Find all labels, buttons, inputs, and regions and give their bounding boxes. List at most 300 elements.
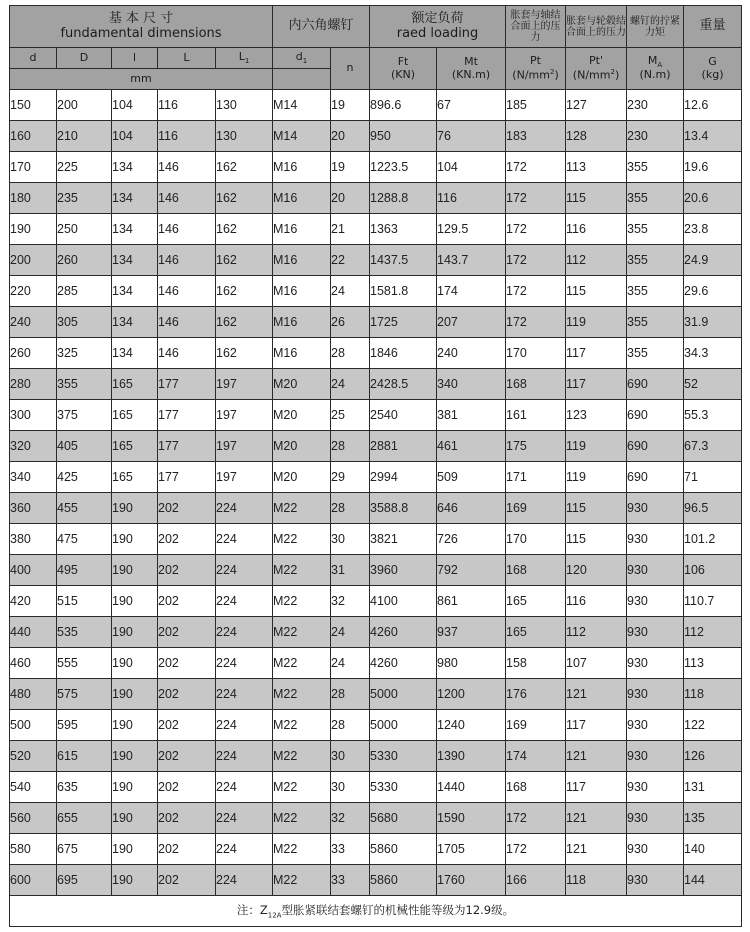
cell-MA: 355 bbox=[627, 152, 684, 183]
cell-n: 28 bbox=[331, 431, 370, 462]
cell-L1: 162 bbox=[216, 338, 273, 369]
cell-n: 20 bbox=[331, 183, 370, 214]
cell-G: 67.3 bbox=[684, 431, 742, 462]
cell-MA: 355 bbox=[627, 245, 684, 276]
cell-L: 202 bbox=[158, 586, 216, 617]
cell-d: 440 bbox=[10, 617, 57, 648]
cell-L: 202 bbox=[158, 524, 216, 555]
cell-G: 34.3 bbox=[684, 338, 742, 369]
cell-Pt: 172 bbox=[506, 307, 566, 338]
cell-l: 190 bbox=[112, 524, 158, 555]
cell-d: 580 bbox=[10, 834, 57, 865]
cell-Pt2: 115 bbox=[566, 276, 627, 307]
cell-d: 160 bbox=[10, 121, 57, 152]
cell-D: 325 bbox=[57, 338, 112, 369]
cell-d1: M22 bbox=[273, 803, 331, 834]
cell-d: 340 bbox=[10, 462, 57, 493]
cell-Pt: 170 bbox=[506, 524, 566, 555]
cell-Mt: 1760 bbox=[437, 865, 506, 896]
cell-L1: 162 bbox=[216, 276, 273, 307]
cell-D: 455 bbox=[57, 493, 112, 524]
cell-l: 134 bbox=[112, 307, 158, 338]
cell-n: 28 bbox=[331, 493, 370, 524]
cell-d: 420 bbox=[10, 586, 57, 617]
cell-MA: 930 bbox=[627, 710, 684, 741]
cell-Pt2: 119 bbox=[566, 462, 627, 493]
table-row bbox=[10, 524, 742, 555]
cell-n: 24 bbox=[331, 276, 370, 307]
col-Pt-unit bbox=[506, 68, 565, 82]
cell-L1: 224 bbox=[216, 648, 273, 679]
cell-Pt2: 116 bbox=[566, 214, 627, 245]
note-suffix: 型胀紧联结套螺钉的机械性能等级为12.9级。 bbox=[281, 903, 515, 918]
cell-d: 180 bbox=[10, 183, 57, 214]
cell-L: 202 bbox=[158, 710, 216, 741]
col-d1-sub: 1 bbox=[302, 57, 308, 66]
table-row bbox=[10, 555, 742, 586]
cell-Pt: 166 bbox=[506, 865, 566, 896]
table-row bbox=[10, 276, 742, 307]
table-row bbox=[10, 710, 742, 741]
table-row bbox=[10, 369, 742, 400]
cell-Ft: 2994 bbox=[370, 462, 437, 493]
cell-d: 320 bbox=[10, 431, 57, 462]
cell-n: 28 bbox=[331, 710, 370, 741]
cell-L: 177 bbox=[158, 400, 216, 431]
cell-Pt: 168 bbox=[506, 555, 566, 586]
cell-G: 20.6 bbox=[684, 183, 742, 214]
cell-n: 32 bbox=[331, 803, 370, 834]
cell-Ft: 950 bbox=[370, 121, 437, 152]
cell-MA: 690 bbox=[627, 431, 684, 462]
cell-MA: 230 bbox=[627, 121, 684, 152]
cell-d1: M22 bbox=[273, 865, 331, 896]
weight-cn: 重量 bbox=[699, 18, 726, 34]
cell-Ft: 2428.5 bbox=[370, 369, 437, 400]
cell-l: 134 bbox=[112, 214, 158, 245]
table-row bbox=[10, 214, 742, 245]
cell-D: 515 bbox=[57, 586, 112, 617]
cell-G: 12.6 bbox=[684, 90, 742, 121]
cell-d: 170 bbox=[10, 152, 57, 183]
cell-G: 13.4 bbox=[684, 121, 742, 152]
cell-Ft: 1437.5 bbox=[370, 245, 437, 276]
cell-L: 202 bbox=[158, 555, 216, 586]
table-row bbox=[10, 431, 742, 462]
table-row bbox=[10, 493, 742, 524]
cell-n: 32 bbox=[331, 586, 370, 617]
cell-Pt2: 121 bbox=[566, 741, 627, 772]
cell-L: 202 bbox=[158, 493, 216, 524]
cell-G: 55.3 bbox=[684, 400, 742, 431]
load-header bbox=[370, 6, 506, 48]
cell-D: 305 bbox=[57, 307, 112, 338]
cell-L: 177 bbox=[158, 462, 216, 493]
cell-G: 106 bbox=[684, 555, 742, 586]
unit-mm: mm bbox=[10, 69, 273, 90]
cell-Ft: 2881 bbox=[370, 431, 437, 462]
cell-D: 475 bbox=[57, 524, 112, 555]
cell-Ft: 1223.5 bbox=[370, 152, 437, 183]
cell-D: 425 bbox=[57, 462, 112, 493]
cell-Ft: 5680 bbox=[370, 803, 437, 834]
cell-Ft: 3821 bbox=[370, 524, 437, 555]
cell-L1: 162 bbox=[216, 214, 273, 245]
cell-D: 405 bbox=[57, 431, 112, 462]
cell-MA: 930 bbox=[627, 524, 684, 555]
cell-Pt2: 123 bbox=[566, 400, 627, 431]
cell-L1: 162 bbox=[216, 183, 273, 214]
cell-Pt: 158 bbox=[506, 648, 566, 679]
cell-MA: 930 bbox=[627, 803, 684, 834]
cell-L1: 224 bbox=[216, 555, 273, 586]
cell-n: 28 bbox=[331, 679, 370, 710]
cell-G: 144 bbox=[684, 865, 742, 896]
cell-l: 134 bbox=[112, 245, 158, 276]
table-row bbox=[10, 803, 742, 834]
cell-Pt: 169 bbox=[506, 493, 566, 524]
cell-G: 23.8 bbox=[684, 214, 742, 245]
cell-Mt: 1240 bbox=[437, 710, 506, 741]
col-Pt2-label: Pt' bbox=[589, 54, 603, 68]
cell-l: 190 bbox=[112, 834, 158, 865]
cell-l: 190 bbox=[112, 803, 158, 834]
shaft-pressure-cn: 胀套与轴结合面上的压力 bbox=[510, 10, 561, 43]
cell-G: 24.9 bbox=[684, 245, 742, 276]
cell-Pt2: 120 bbox=[566, 555, 627, 586]
col-Pt-label: Pt bbox=[530, 54, 541, 68]
cell-Pt: 174 bbox=[506, 741, 566, 772]
cell-L1: 224 bbox=[216, 741, 273, 772]
cell-Ft: 1363 bbox=[370, 214, 437, 245]
cell-Pt: 172 bbox=[506, 276, 566, 307]
cell-n: 26 bbox=[331, 307, 370, 338]
cell-Pt: 165 bbox=[506, 586, 566, 617]
cell-Mt: 129.5 bbox=[437, 214, 506, 245]
cell-Ft: 1581.8 bbox=[370, 276, 437, 307]
cell-n: 30 bbox=[331, 741, 370, 772]
cell-l: 190 bbox=[112, 772, 158, 803]
cell-G: 112 bbox=[684, 617, 742, 648]
cell-Pt2: 117 bbox=[566, 772, 627, 803]
cell-L: 146 bbox=[158, 307, 216, 338]
cell-d: 460 bbox=[10, 648, 57, 679]
cell-d: 190 bbox=[10, 214, 57, 245]
cell-Ft: 5000 bbox=[370, 679, 437, 710]
cell-L: 177 bbox=[158, 431, 216, 462]
table-row bbox=[10, 90, 742, 121]
cell-L1: 130 bbox=[216, 90, 273, 121]
cell-Pt: 172 bbox=[506, 183, 566, 214]
col-Mt-label: Mt bbox=[464, 54, 478, 68]
col-D: D bbox=[57, 48, 112, 69]
cell-Ft: 4260 bbox=[370, 648, 437, 679]
cell-L1: 197 bbox=[216, 369, 273, 400]
cell-L: 202 bbox=[158, 617, 216, 648]
cell-Mt: 240 bbox=[437, 338, 506, 369]
cell-G: 131 bbox=[684, 772, 742, 803]
cell-Pt: 175 bbox=[506, 431, 566, 462]
cell-Ft: 896.6 bbox=[370, 90, 437, 121]
table-row bbox=[10, 183, 742, 214]
col-d1-main: d bbox=[295, 49, 303, 63]
cell-Pt2: 119 bbox=[566, 431, 627, 462]
cell-L: 202 bbox=[158, 741, 216, 772]
table-row bbox=[10, 617, 742, 648]
cell-n: 24 bbox=[331, 617, 370, 648]
col-Pt2-unit-close: ) bbox=[614, 68, 620, 82]
dimension-table bbox=[9, 5, 742, 927]
torque-header bbox=[627, 6, 684, 48]
cell-L1: 224 bbox=[216, 772, 273, 803]
col-L1-main: L bbox=[238, 49, 245, 63]
cell-Mt: 76 bbox=[437, 121, 506, 152]
cell-MA: 930 bbox=[627, 586, 684, 617]
cell-D: 495 bbox=[57, 555, 112, 586]
cell-Ft: 3588.8 bbox=[370, 493, 437, 524]
screw-header-cn: 内六角螺钉 bbox=[288, 18, 354, 34]
cell-G: 29.6 bbox=[684, 276, 742, 307]
cell-l: 165 bbox=[112, 462, 158, 493]
cell-Pt2: 115 bbox=[566, 183, 627, 214]
cell-d1: M16 bbox=[273, 338, 331, 369]
load-header-en: raed loading bbox=[396, 25, 479, 41]
cell-Ft: 5330 bbox=[370, 741, 437, 772]
cell-L: 116 bbox=[158, 121, 216, 152]
col-MA-main: M bbox=[647, 54, 658, 68]
weight-header bbox=[684, 6, 742, 48]
col-Pt2-unit bbox=[566, 68, 626, 82]
col-Pt2-unit-main: (N/mm bbox=[572, 68, 611, 82]
cell-D: 235 bbox=[57, 183, 112, 214]
cell-G: 31.9 bbox=[684, 307, 742, 338]
cell-Ft: 3960 bbox=[370, 555, 437, 586]
cell-Ft: 1725 bbox=[370, 307, 437, 338]
cell-L1: 224 bbox=[216, 586, 273, 617]
cell-n: 31 bbox=[331, 555, 370, 586]
cell-Pt: 176 bbox=[506, 679, 566, 710]
hub-pressure-cn: 胀套与轮毂结合面上的压力 bbox=[566, 15, 627, 38]
cell-Mt: 381 bbox=[437, 400, 506, 431]
table-row bbox=[10, 741, 742, 772]
cell-d1: M20 bbox=[273, 462, 331, 493]
cell-L1: 162 bbox=[216, 152, 273, 183]
col-Pt-unit-sup: 2 bbox=[549, 67, 555, 76]
cell-d1: M22 bbox=[273, 493, 331, 524]
cell-d1: M16 bbox=[273, 183, 331, 214]
cell-L1: 130 bbox=[216, 121, 273, 152]
cell-n: 19 bbox=[331, 152, 370, 183]
cell-d1: M16 bbox=[273, 152, 331, 183]
col-Pt2-unit-sup: 2 bbox=[610, 67, 615, 76]
cell-n: 24 bbox=[331, 648, 370, 679]
table-note bbox=[10, 896, 742, 927]
cell-Ft: 4260 bbox=[370, 617, 437, 648]
cell-d1: M22 bbox=[273, 555, 331, 586]
cell-d: 300 bbox=[10, 400, 57, 431]
col-Pt-unit-main: (N/mm bbox=[512, 68, 550, 82]
cell-D: 250 bbox=[57, 214, 112, 245]
cell-d1: M22 bbox=[273, 679, 331, 710]
cell-d1: M22 bbox=[273, 617, 331, 648]
cell-n: 22 bbox=[331, 245, 370, 276]
cell-MA: 930 bbox=[627, 772, 684, 803]
cell-MA: 690 bbox=[627, 369, 684, 400]
cell-G: 71 bbox=[684, 462, 742, 493]
col-Pt-unit-close: ) bbox=[554, 68, 559, 82]
cell-G: 122 bbox=[684, 710, 742, 741]
col-l: l bbox=[112, 48, 158, 69]
cell-n: 21 bbox=[331, 214, 370, 245]
cell-D: 555 bbox=[57, 648, 112, 679]
cell-Mt: 726 bbox=[437, 524, 506, 555]
col-Ft-label: Ft bbox=[397, 54, 409, 68]
cell-L: 146 bbox=[158, 152, 216, 183]
cell-Pt2: 121 bbox=[566, 679, 627, 710]
note-sub: 12A bbox=[267, 911, 282, 920]
cell-Pt: 172 bbox=[506, 245, 566, 276]
cell-Pt2: 117 bbox=[566, 369, 627, 400]
cell-Pt: 185 bbox=[506, 90, 566, 121]
cell-L1: 224 bbox=[216, 803, 273, 834]
cell-n: 33 bbox=[331, 834, 370, 865]
col-n: n bbox=[331, 48, 370, 90]
cell-l: 104 bbox=[112, 121, 158, 152]
cell-d1: M22 bbox=[273, 586, 331, 617]
cell-Mt: 1390 bbox=[437, 741, 506, 772]
cell-D: 225 bbox=[57, 152, 112, 183]
col-MA-unit: (N.m) bbox=[639, 68, 671, 82]
col-MA bbox=[627, 48, 684, 90]
cell-G: 126 bbox=[684, 741, 742, 772]
cell-n: 19 bbox=[331, 90, 370, 121]
cell-Mt: 116 bbox=[437, 183, 506, 214]
cell-L1: 224 bbox=[216, 834, 273, 865]
cell-G: 19.6 bbox=[684, 152, 742, 183]
cell-n: 28 bbox=[331, 338, 370, 369]
cell-L: 116 bbox=[158, 90, 216, 121]
cell-Pt2: 112 bbox=[566, 617, 627, 648]
cell-Pt: 170 bbox=[506, 338, 566, 369]
cell-L: 202 bbox=[158, 772, 216, 803]
cell-Ft: 5860 bbox=[370, 865, 437, 896]
cell-L: 146 bbox=[158, 183, 216, 214]
cell-D: 210 bbox=[57, 121, 112, 152]
cell-L1: 224 bbox=[216, 865, 273, 896]
cell-MA: 355 bbox=[627, 276, 684, 307]
cell-L: 202 bbox=[158, 803, 216, 834]
col-Pt2 bbox=[566, 48, 627, 90]
cell-MA: 930 bbox=[627, 493, 684, 524]
hub-pressure-header bbox=[566, 6, 627, 48]
cell-MA: 230 bbox=[627, 90, 684, 121]
cell-D: 615 bbox=[57, 741, 112, 772]
cell-n: 25 bbox=[331, 400, 370, 431]
cell-d1: M20 bbox=[273, 431, 331, 462]
cell-Pt2: 115 bbox=[566, 524, 627, 555]
cell-Ft: 5330 bbox=[370, 772, 437, 803]
cell-D: 535 bbox=[57, 617, 112, 648]
cell-d: 600 bbox=[10, 865, 57, 896]
cell-d1: M20 bbox=[273, 400, 331, 431]
cell-l: 190 bbox=[112, 679, 158, 710]
cell-Pt2: 107 bbox=[566, 648, 627, 679]
basic-dimensions-cn: 基 本 尺 寸 bbox=[108, 10, 174, 26]
cell-MA: 930 bbox=[627, 648, 684, 679]
cell-n: 20 bbox=[331, 121, 370, 152]
cell-d: 150 bbox=[10, 90, 57, 121]
note-prefix: 注：Z bbox=[236, 903, 268, 918]
table-row bbox=[10, 679, 742, 710]
cell-d: 280 bbox=[10, 369, 57, 400]
cell-MA: 690 bbox=[627, 400, 684, 431]
cell-Ft: 1288.8 bbox=[370, 183, 437, 214]
cell-l: 190 bbox=[112, 865, 158, 896]
cell-Mt: 792 bbox=[437, 555, 506, 586]
cell-d: 400 bbox=[10, 555, 57, 586]
cell-Pt: 183 bbox=[506, 121, 566, 152]
table-row bbox=[10, 121, 742, 152]
cell-Mt: 207 bbox=[437, 307, 506, 338]
cell-Pt: 168 bbox=[506, 369, 566, 400]
cell-MA: 930 bbox=[627, 617, 684, 648]
table-row bbox=[10, 152, 742, 183]
cell-d1: M22 bbox=[273, 648, 331, 679]
col-Ft bbox=[370, 48, 437, 90]
load-header-cn: 额定负荷 bbox=[411, 10, 464, 26]
cell-l: 134 bbox=[112, 152, 158, 183]
col-MA-sub: A bbox=[657, 61, 663, 70]
cell-d: 220 bbox=[10, 276, 57, 307]
cell-Mt: 861 bbox=[437, 586, 506, 617]
cell-Pt: 172 bbox=[506, 803, 566, 834]
cell-Mt: 1200 bbox=[437, 679, 506, 710]
table-row bbox=[10, 772, 742, 803]
col-L1-sub: 1 bbox=[244, 57, 250, 66]
cell-D: 595 bbox=[57, 710, 112, 741]
table-row bbox=[10, 400, 742, 431]
cell-G: 96.5 bbox=[684, 493, 742, 524]
cell-G: 101.2 bbox=[684, 524, 742, 555]
cell-D: 285 bbox=[57, 276, 112, 307]
cell-l: 134 bbox=[112, 338, 158, 369]
cell-Mt: 509 bbox=[437, 462, 506, 493]
cell-MA: 930 bbox=[627, 834, 684, 865]
col-d1 bbox=[273, 48, 331, 69]
cell-L1: 224 bbox=[216, 524, 273, 555]
basic-dimensions-header bbox=[10, 6, 273, 48]
col-Mt-unit: (KN.m) bbox=[451, 67, 491, 81]
cell-L: 202 bbox=[158, 648, 216, 679]
cell-Mt: 1440 bbox=[437, 772, 506, 803]
cell-Pt2: 117 bbox=[566, 338, 627, 369]
cell-MA: 930 bbox=[627, 555, 684, 586]
cell-Pt: 161 bbox=[506, 400, 566, 431]
cell-Mt: 1705 bbox=[437, 834, 506, 865]
cell-Pt2: 117 bbox=[566, 710, 627, 741]
cell-l: 190 bbox=[112, 555, 158, 586]
cell-D: 375 bbox=[57, 400, 112, 431]
cell-D: 575 bbox=[57, 679, 112, 710]
cell-Ft: 5000 bbox=[370, 710, 437, 741]
col-Ft-unit: (KN) bbox=[391, 67, 416, 81]
cell-MA: 355 bbox=[627, 338, 684, 369]
cell-d1: M14 bbox=[273, 90, 331, 121]
cell-d: 540 bbox=[10, 772, 57, 803]
cell-Pt2: 113 bbox=[566, 152, 627, 183]
cell-Pt2: 116 bbox=[566, 586, 627, 617]
cell-Pt2: 127 bbox=[566, 90, 627, 121]
